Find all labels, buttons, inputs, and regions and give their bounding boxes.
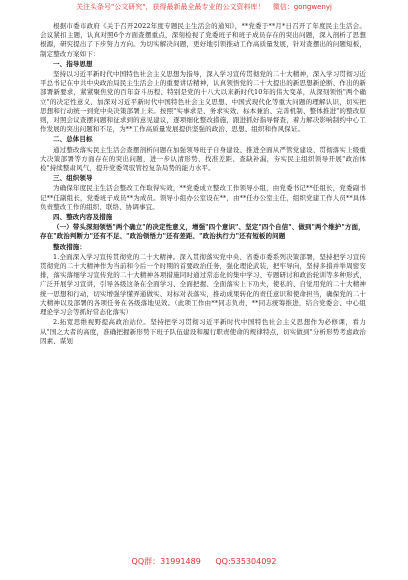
document-body [40,22,366,347]
footer-bar [0,552,408,572]
footer-qq: QQ:535304092 [215,557,277,566]
intro-paragraph: 根据市委市政府《关于召开2022年度专题民主生活会的通知》，**党委于**月*日召开了年度民主生活会。会议紧扣主题，认真对照6个方面查摆重点，深刻检视了党委班子和班子成员存在的突出问题，深入剖析了思想根源，研究提出了下步努力方向。为切实解决问题，更好地引领推动工作高质量发展，针对查摆出的问题短板，制定整改方案如下： [40,22,366,58]
measures-heading: 整改措施： [53,242,86,251]
section-4-heading: 四、整改内容及措施 [53,213,113,222]
section-1-heading: 一、指导思想 [53,59,93,68]
footer-qq-group: QQ群：31991489 [131,557,201,566]
section-2-paragraph: 通过整改落实民主生活会查摆剖析问题在加强领导班子自身建设、推进全面从严管党建设、贯彻落实上级重大决策部署等方面存在的突出问题，进一步认清形势、找准差距、查缺补漏，夯实民主组织领导开展"政治体检"持续整肃风气，提升党委驾驭管控复杂局势的能力水平。 [40,145,366,173]
banner-promo-text: 关注头条号"公文研究"，获得最新最全最专业的公文资料库！ [76,3,265,11]
section-3-heading: 三、组织领导 [53,174,93,183]
banner-separator [268,3,270,11]
section-2-heading: 二、总体目标 [53,135,93,144]
measure-1-paragraph: 1.全面深入学习宣传贯彻党的二十大精神。深入贯彻落实党中央、省委市委系列决策部署，坚持把学习宣传贯彻党的二十大精神作为当前和今后一个时期的首要政治任务，强化理论武装，把牢导向，坚持多措并举周密安排，落实落细学习宣传党的二十大精神各项措施同时通过常态化的集中学习、专题研讨和政治轮训等多种形式，广泛开展学习宣讲，引导各级这条在全面学习、全面把握、全面落实上下功夫，使私的、自觉用党的二十大精神统一思想和行动，切实增强学懂弄通做实、对标对表落实，推动成果转化的责任意识和使命担当，确保党的二十大精神以及部署的各项任务在各级落地见效。（此项工作由**同志负责，**同志统筹推进，结合党委会、中心组理论学习会等抓好常态化落实） [40,252,366,317]
banner-wechat-text: 微信：gongwenyj [272,3,332,11]
section-3-paragraph: 为确保年度民主生活会整改工作取得实效，**党委成立整改工作领导小组，由党委书记**任组长，党委副书记**任副组长，党委班子成员**为成员。领导小组办公室设在**，由**任办公室主任，组织党建工作人员**具体负责整改工作的组织、联络、协调事宜。 [40,184,366,211]
section-1-paragraph: 坚持以习近平新时代中国特色社会主义思想为指导，深入学习宣传贯彻党的二十大精神，深入学习贯彻习近平总书记在中共中央政治局民主生活会上的重要讲话精神，认真领悟党的二十大提出的新思想新论断、作出的新部署新要求，紧紧聚焦党的百年奋斗历程、特别是党的十八大以来新时代10年的伟大变革，从深刻领悟"两个确立"的决定性意义、加深对习近平新时代中国特色社会主义思想、中国式现代化等重大问题的理解认识，切实把思想和行动统一到党中央决策部署上来。按照"实事求是、务求实效、标本兼治、完善机制、整体推进"的整改原则，对照会议查摆问题和征求到的意见建议，逐项细化整改措施，跟进抓好指导督查，着力解决影响制约中心工作发展的突出问题和不足，为**工作高质量发展提供坚强的政治、思想、组织和作风保证。 [40,70,366,134]
section-4-subheading-1: （一）带头深刻领悟"两个确立"的决定性意义，增强"四个意识"、坚定"四个自信"、做到"两个维护"方面，存在"政治判断力"还有不足、"政治领悟力"还有差距、"政治执行力"还有短板的问题 [40,223,365,241]
top-banner [0,0,408,14]
measure-2-paragraph: 2.拓宽思维视野提高政治站位。坚持把学习贯彻习近平新时代中国特色社会主义思想作为必修课，看力从"国之大者的高度，准确把握新形势下班子队伍建设和履行职责使命的规律特点，切实做到"分析形势考虑政治因素、谋划 [40,318,366,345]
